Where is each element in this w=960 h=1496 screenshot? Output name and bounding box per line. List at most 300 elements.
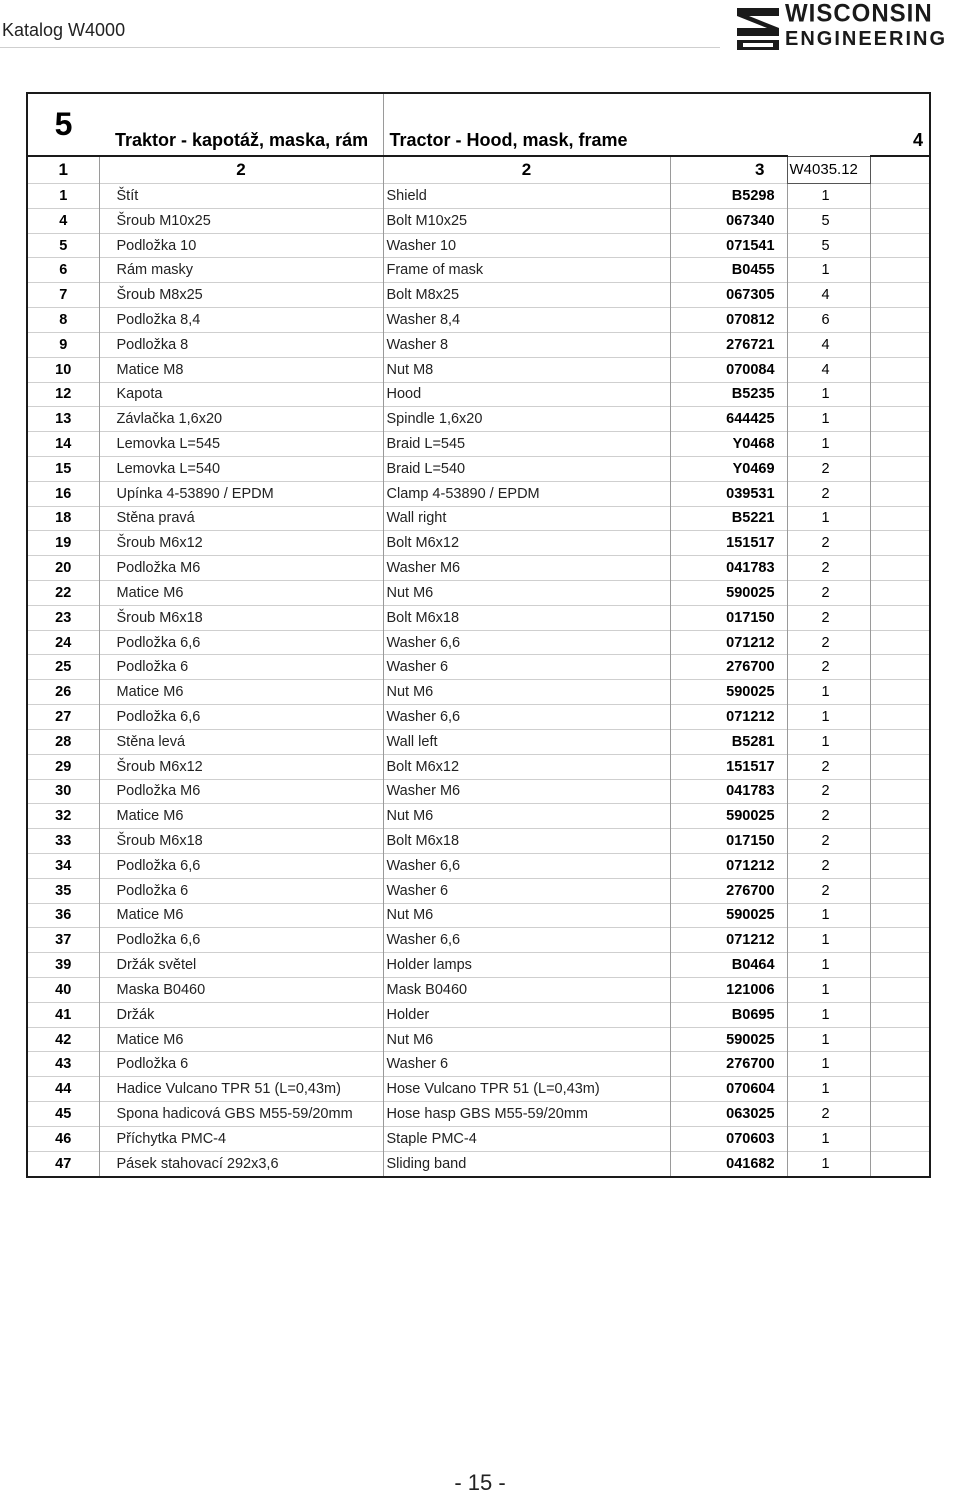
part-quantity: 2	[787, 655, 870, 680]
part-code: 070603	[670, 1126, 787, 1151]
part-name-cz: Šroub M6x12	[99, 531, 383, 556]
part-name-en: Frame of mask	[383, 258, 670, 283]
part-name-cz: Maska B0460	[99, 978, 383, 1003]
empty-cell	[870, 1126, 930, 1151]
table-row	[27, 456, 930, 481]
part-name-cz: Podložka 6	[99, 655, 383, 680]
part-code: Y0468	[670, 432, 787, 457]
empty-cell	[870, 729, 930, 754]
part-code: 041783	[670, 779, 787, 804]
part-code: 070604	[670, 1077, 787, 1102]
part-code: 067340	[670, 208, 787, 233]
empty-cell	[870, 779, 930, 804]
part-quantity: 2	[787, 605, 870, 630]
part-name-en: Sliding band	[383, 1151, 670, 1176]
empty-cell	[870, 308, 930, 333]
part-name-cz: Šroub M10x25	[99, 208, 383, 233]
part-code: 121006	[670, 978, 787, 1003]
part-code: 071212	[670, 928, 787, 953]
part-code: 063025	[670, 1102, 787, 1127]
part-name-cz: Podložka 6	[99, 878, 383, 903]
part-name-cz: Příchytka PMC-4	[99, 1126, 383, 1151]
part-name-cz: Šroub M8x25	[99, 283, 383, 308]
part-position: 41	[27, 1002, 99, 1027]
part-name-cz: Matice M6	[99, 680, 383, 705]
part-name-cz: Lemovka L=540	[99, 456, 383, 481]
part-code: 590025	[670, 680, 787, 705]
empty-cell	[870, 258, 930, 283]
part-position: 37	[27, 928, 99, 953]
table-row	[27, 630, 930, 655]
part-name-cz: Podložka 10	[99, 233, 383, 258]
empty-cell	[870, 184, 930, 209]
part-position: 40	[27, 978, 99, 1003]
part-position: 15	[27, 456, 99, 481]
brand-subtitle: ENGINEERING	[785, 28, 948, 50]
part-code: 017150	[670, 605, 787, 630]
part-position: 18	[27, 506, 99, 531]
part-name-en: Washer 6,6	[383, 705, 670, 730]
part-position: 23	[27, 605, 99, 630]
part-name-en: Braid L=545	[383, 432, 670, 457]
empty-cell	[870, 1052, 930, 1077]
part-code: 590025	[670, 903, 787, 928]
empty-cell	[870, 655, 930, 680]
part-quantity: 1	[787, 903, 870, 928]
part-name-cz: Spona hadicová GBS M55-59/20mm	[99, 1102, 383, 1127]
part-code: B5235	[670, 382, 787, 407]
empty-cell	[870, 928, 930, 953]
part-quantity: 5	[787, 233, 870, 258]
part-name-en: Washer 6,6	[383, 928, 670, 953]
part-name-cz: Stěna pravá	[99, 506, 383, 531]
part-name-en: Wall left	[383, 729, 670, 754]
part-code: B0455	[670, 258, 787, 283]
part-name-cz: Štít	[99, 184, 383, 209]
part-name-en: Washer 8	[383, 332, 670, 357]
section-title-row	[27, 93, 930, 156]
part-name-en: Hose hasp GBS M55-59/20mm	[383, 1102, 670, 1127]
empty-cell	[870, 605, 930, 630]
part-name-en: Spindle 1,6x20	[383, 407, 670, 432]
empty-cell	[870, 630, 930, 655]
part-name-en: Bolt M6x12	[383, 531, 670, 556]
part-code: 041682	[670, 1151, 787, 1176]
part-position: 32	[27, 804, 99, 829]
table-row	[27, 705, 930, 730]
empty-cell	[870, 829, 930, 854]
table-row	[27, 605, 930, 630]
part-name-cz: Podložka M6	[99, 556, 383, 581]
part-name-en: Washer 10	[383, 233, 670, 258]
part-name-cz: Kapota	[99, 382, 383, 407]
part-position: 5	[27, 233, 99, 258]
section-title-en: Tractor - Hood, mask, frame	[383, 93, 787, 156]
part-name-cz: Matice M6	[99, 1027, 383, 1052]
part-position: 26	[27, 680, 99, 705]
part-position: 7	[27, 283, 99, 308]
empty-cell	[870, 1027, 930, 1052]
part-name-cz: Stěna levá	[99, 729, 383, 754]
table-row	[27, 680, 930, 705]
part-name-cz: Rám masky	[99, 258, 383, 283]
table-row	[27, 804, 930, 829]
part-position: 1	[27, 184, 99, 209]
part-name-cz: Podložka 6,6	[99, 928, 383, 953]
part-name-en: Nut M8	[383, 357, 670, 382]
part-quantity: 1	[787, 1002, 870, 1027]
table-row	[27, 1102, 930, 1127]
part-code: 276721	[670, 332, 787, 357]
part-quantity: 1	[787, 1052, 870, 1077]
part-name-en: Washer 6	[383, 1052, 670, 1077]
header-name-en: 2	[383, 156, 670, 184]
part-quantity: 2	[787, 581, 870, 606]
part-quantity: 4	[787, 332, 870, 357]
part-position: 20	[27, 556, 99, 581]
part-code: 071212	[670, 630, 787, 655]
part-code: 017150	[670, 829, 787, 854]
part-code: 071212	[670, 705, 787, 730]
part-name-cz: Matice M6	[99, 804, 383, 829]
empty-cell	[870, 853, 930, 878]
empty-cell	[870, 953, 930, 978]
part-position: 24	[27, 630, 99, 655]
part-name-en: Shield	[383, 184, 670, 209]
empty-cell	[870, 481, 930, 506]
part-name-cz: Podložka 6,6	[99, 853, 383, 878]
part-quantity: 2	[787, 1102, 870, 1127]
empty-cell	[870, 506, 930, 531]
empty-cell	[870, 332, 930, 357]
part-name-cz: Hadice Vulcano TPR 51 (L=0,43m)	[99, 1077, 383, 1102]
empty-cell	[870, 1077, 930, 1102]
part-code: Y0469	[670, 456, 787, 481]
part-name-en: Washer M6	[383, 556, 670, 581]
table-row	[27, 258, 930, 283]
header-empty	[870, 156, 930, 184]
header-pos: 1	[27, 156, 99, 184]
table-row	[27, 1077, 930, 1102]
part-position: 42	[27, 1027, 99, 1052]
part-quantity: 2	[787, 804, 870, 829]
table-row	[27, 233, 930, 258]
table-row	[27, 357, 930, 382]
part-name-en: Wall right	[383, 506, 670, 531]
table-row	[27, 506, 930, 531]
part-name-cz: Podložka 6	[99, 1052, 383, 1077]
part-quantity: 1	[787, 680, 870, 705]
part-position: 33	[27, 829, 99, 854]
part-quantity: 2	[787, 878, 870, 903]
table-row	[27, 556, 930, 581]
part-quantity: 2	[787, 754, 870, 779]
part-position: 46	[27, 1126, 99, 1151]
catalog-title: Katalog W4000	[2, 20, 126, 40]
table-row	[27, 903, 930, 928]
part-code: 151517	[670, 531, 787, 556]
table-row	[27, 779, 930, 804]
part-position: 19	[27, 531, 99, 556]
table-row	[27, 655, 930, 680]
empty-cell	[870, 754, 930, 779]
part-quantity: 1	[787, 1126, 870, 1151]
part-quantity: 1	[787, 953, 870, 978]
part-name-cz: Podložka 8	[99, 332, 383, 357]
part-name-cz: Podložka 8,4	[99, 308, 383, 333]
empty-cell	[870, 357, 930, 382]
part-name-en: Holder lamps	[383, 953, 670, 978]
wisconsin-engineering-logo	[735, 0, 948, 52]
part-name-en: Braid L=540	[383, 456, 670, 481]
part-position: 47	[27, 1151, 99, 1176]
part-position: 6	[27, 258, 99, 283]
table-row	[27, 878, 930, 903]
header-code: 3	[670, 156, 787, 184]
header-name-cz: 2	[99, 156, 383, 184]
table-row	[27, 407, 930, 432]
part-name-en: Nut M6	[383, 804, 670, 829]
part-name-en: Mask B0460	[383, 978, 670, 1003]
empty-cell	[870, 903, 930, 928]
part-position: 36	[27, 903, 99, 928]
table-row	[27, 481, 930, 506]
part-code: 644425	[670, 407, 787, 432]
part-position: 39	[27, 953, 99, 978]
part-quantity: 1	[787, 729, 870, 754]
part-quantity: 1	[787, 1027, 870, 1052]
part-quantity: 1	[787, 1151, 870, 1176]
table-row	[27, 184, 930, 209]
part-name-cz: Šroub M6x18	[99, 605, 383, 630]
part-quantity: 1	[787, 184, 870, 209]
part-code: 276700	[670, 878, 787, 903]
part-position: 25	[27, 655, 99, 680]
part-quantity: 2	[787, 630, 870, 655]
part-name-en: Washer 6,6	[383, 853, 670, 878]
part-name-en: Bolt M10x25	[383, 208, 670, 233]
table-row	[27, 978, 930, 1003]
part-quantity: 6	[787, 308, 870, 333]
part-code: 067305	[670, 283, 787, 308]
part-code: 276700	[670, 1052, 787, 1077]
table-row	[27, 1052, 930, 1077]
part-name-en: Hood	[383, 382, 670, 407]
part-name-cz: Upínka 4-53890 / EPDM	[99, 481, 383, 506]
logo-emblem-icon	[735, 4, 781, 52]
empty-cell	[870, 531, 930, 556]
part-name-cz: Matice M8	[99, 357, 383, 382]
table-row	[27, 432, 930, 457]
part-code: 039531	[670, 481, 787, 506]
part-name-en: Nut M6	[383, 581, 670, 606]
table-row	[27, 332, 930, 357]
empty-cell	[870, 556, 930, 581]
table-row	[27, 853, 930, 878]
part-quantity: 1	[787, 978, 870, 1003]
part-code: 071212	[670, 853, 787, 878]
part-name-en: Washer 6	[383, 878, 670, 903]
part-name-cz: Podložka 6,6	[99, 705, 383, 730]
page-number: - 15 -	[454, 1470, 506, 1495]
empty-cell	[870, 878, 930, 903]
empty-cell	[870, 581, 930, 606]
part-name-cz: Lemovka L=545	[99, 432, 383, 457]
part-quantity: 5	[787, 208, 870, 233]
part-name-cz: Šroub M6x12	[99, 754, 383, 779]
part-position: 45	[27, 1102, 99, 1127]
table-row	[27, 208, 930, 233]
part-quantity: 1	[787, 382, 870, 407]
part-code: 070084	[670, 357, 787, 382]
part-name-en: Bolt M8x25	[383, 283, 670, 308]
part-position: 16	[27, 481, 99, 506]
empty-cell	[870, 208, 930, 233]
table-row	[27, 754, 930, 779]
part-name-en: Holder	[383, 1002, 670, 1027]
part-position: 12	[27, 382, 99, 407]
part-name-cz: Matice M6	[99, 581, 383, 606]
empty-cell	[870, 432, 930, 457]
header-doc-code: W4035.12	[787, 156, 870, 184]
part-quantity: 1	[787, 705, 870, 730]
part-quantity: 4	[787, 283, 870, 308]
part-name-en: Nut M6	[383, 903, 670, 928]
part-position: 44	[27, 1077, 99, 1102]
part-position: 35	[27, 878, 99, 903]
table-row	[27, 953, 930, 978]
part-quantity: 2	[787, 829, 870, 854]
part-code: 071541	[670, 233, 787, 258]
empty-cell	[870, 978, 930, 1003]
part-code: 041783	[670, 556, 787, 581]
part-position: 29	[27, 754, 99, 779]
part-code: B5298	[670, 184, 787, 209]
part-name-en: Staple PMC-4	[383, 1126, 670, 1151]
table-row	[27, 1151, 930, 1176]
part-code: 151517	[670, 754, 787, 779]
table-row	[27, 283, 930, 308]
part-quantity: 2	[787, 779, 870, 804]
part-name-en: Washer M6	[383, 779, 670, 804]
empty-cell	[870, 283, 930, 308]
empty-cell	[870, 233, 930, 258]
table-row	[27, 1126, 930, 1151]
part-position: 30	[27, 779, 99, 804]
part-position: 14	[27, 432, 99, 457]
empty-cell	[870, 456, 930, 481]
part-position: 13	[27, 407, 99, 432]
part-quantity: 2	[787, 531, 870, 556]
part-quantity: 2	[787, 556, 870, 581]
table-row	[27, 581, 930, 606]
table-row	[27, 531, 930, 556]
part-name-en: Clamp 4-53890 / EPDM	[383, 481, 670, 506]
part-name-cz: Držák světel	[99, 953, 383, 978]
section-page-ref: 4	[913, 130, 924, 150]
parts-table	[26, 92, 931, 1178]
part-code: B0695	[670, 1002, 787, 1027]
part-code: 590025	[670, 804, 787, 829]
parts-rows	[27, 184, 930, 1177]
header-divider	[0, 47, 720, 48]
empty-cell	[870, 1002, 930, 1027]
part-name-en: Washer 8,4	[383, 308, 670, 333]
section-title-cz: Traktor - kapotáž, maska, rám	[115, 130, 369, 150]
part-code: 276700	[670, 655, 787, 680]
part-name-en: Bolt M6x18	[383, 605, 670, 630]
part-name-en: Washer 6	[383, 655, 670, 680]
part-position: 43	[27, 1052, 99, 1077]
part-quantity: 4	[787, 357, 870, 382]
table-row	[27, 308, 930, 333]
empty-cell	[870, 804, 930, 829]
part-quantity: 1	[787, 258, 870, 283]
part-position: 9	[27, 332, 99, 357]
part-position: 4	[27, 208, 99, 233]
table-row	[27, 1027, 930, 1052]
part-position: 27	[27, 705, 99, 730]
part-name-en: Bolt M6x12	[383, 754, 670, 779]
empty-cell	[870, 382, 930, 407]
part-name-cz: Závlačka 1,6x20	[99, 407, 383, 432]
part-position: 8	[27, 308, 99, 333]
part-name-en: Nut M6	[383, 680, 670, 705]
part-position: 28	[27, 729, 99, 754]
part-quantity: 2	[787, 853, 870, 878]
part-quantity: 1	[787, 1077, 870, 1102]
empty-cell	[870, 705, 930, 730]
part-name-cz: Držák	[99, 1002, 383, 1027]
part-code: B5281	[670, 729, 787, 754]
brand-name: WISCONSIN	[785, 0, 933, 28]
part-name-cz: Matice M6	[99, 903, 383, 928]
part-name-en: Nut M6	[383, 1027, 670, 1052]
part-position: 22	[27, 581, 99, 606]
column-header-row	[27, 156, 930, 184]
table-row	[27, 1002, 930, 1027]
empty-cell	[870, 680, 930, 705]
part-position: 34	[27, 853, 99, 878]
part-name-cz: Šroub M6x18	[99, 829, 383, 854]
part-code: B0464	[670, 953, 787, 978]
part-code: 590025	[670, 1027, 787, 1052]
part-quantity: 2	[787, 456, 870, 481]
table-row	[27, 829, 930, 854]
section-number: 5	[54, 106, 73, 142]
part-name-en: Hose Vulcano TPR 51 (L=0,43m)	[383, 1077, 670, 1102]
part-quantity: 1	[787, 407, 870, 432]
table-row	[27, 382, 930, 407]
part-name-cz: Pásek stahovací 292x3,6	[99, 1151, 383, 1176]
table-row	[27, 729, 930, 754]
part-name-en: Bolt M6x18	[383, 829, 670, 854]
part-quantity: 1	[787, 506, 870, 531]
empty-cell	[870, 1151, 930, 1176]
empty-cell	[870, 407, 930, 432]
part-code: 590025	[670, 581, 787, 606]
empty-cell	[870, 1102, 930, 1127]
part-name-en: Washer 6,6	[383, 630, 670, 655]
part-name-cz: Podložka M6	[99, 779, 383, 804]
part-code: B5221	[670, 506, 787, 531]
part-quantity: 1	[787, 928, 870, 953]
table-row	[27, 928, 930, 953]
part-quantity: 2	[787, 481, 870, 506]
part-quantity: 1	[787, 432, 870, 457]
part-position: 10	[27, 357, 99, 382]
part-code: 070812	[670, 308, 787, 333]
